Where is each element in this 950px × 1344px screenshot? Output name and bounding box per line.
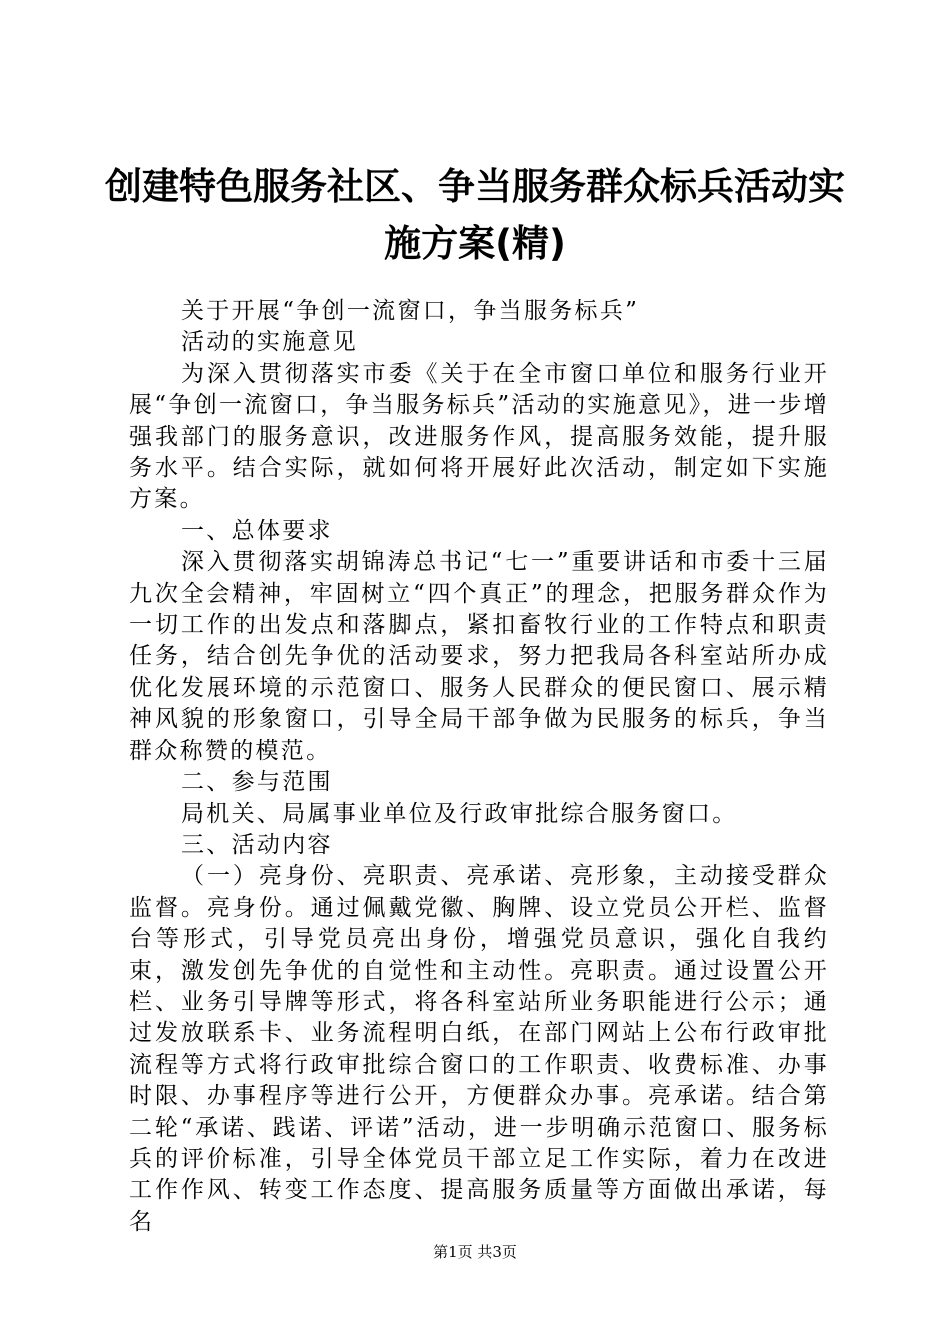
page-footer: 第1页 共3页	[433, 1243, 517, 1261]
title-line-1: 创建特色服务社区、争当服务群众标兵活动实	[105, 165, 845, 208]
paragraph-requirements: 深入贯彻落实胡锦涛总书记“七一”重要讲话和市委十三届九次全会精神，牢固树立“四个真正”的理念，把服务群众作为一切工作的出发点和落脚点，紧扣畜牧行业的工作特点和职责任务，结合创先争优的活动要求，努力把我局各科室站所办成优化发展环境的示范窗口、服务人民群众的便民窗口、展示精神风貌的形象窗口，引导全局干部争做为民服务的标兵，争当群众称赞的模范。	[129, 549, 829, 764]
section-heading-3: 三、活动内容	[181, 831, 333, 858]
paragraph-scope: 局机关、局属事业单位及行政审批综合服务窗口。	[181, 800, 738, 827]
document-body	[129, 296, 829, 1238]
document-title	[100, 158, 850, 272]
section-heading-1: 一、总体要求	[181, 517, 333, 544]
paragraph-heading-1: 关于开展“争创一流窗口，争当服务标兵”	[181, 298, 640, 324]
paragraph-content: （一）亮身份、亮职责、亮承诺、亮形象，主动接受群众监督。亮身份。通过佩戴党徽、胸牌、设立党员公开栏、监督台等形式，引导党员亮出身份，增强党员意识，强化自我约束，激发创先争优的自觉性和主动性。亮职责。通过设置公开栏、业务引导牌等形式，将各科室站所业务职能进行公示；通过发放联系卡、业务流程明白纸，在部门网站上公布行政审批流程等方式将行政审批综合窗口的工作职责、收费标准、办事时限、办事程序等进行公开，方便群众办事。亮承诺。结合第二轮“承诺、践诺、评诺”活动，进一步明确示范窗口、服务标兵的评价标准，引导全体党员干部立足工作实际，着力在改进工作作风、转变工作态度、提高服务质量等方面做出承诺，每名	[129, 863, 829, 1235]
title-line-2: 施方案(精)	[384, 222, 566, 265]
paragraph-heading-2: 活动的实施意见	[181, 329, 359, 356]
paragraph-intro: 为深入贯彻落实市委《关于在全市窗口单位和服务行业开展“争创一流窗口，争当服务标兵”活动的实施意见》，进一步增强我部门的服务意识，改进服务作风，提高服务效能，提升服务水平。结合实际，就如何将开展好此次活动，制定如下实施方案。	[129, 360, 829, 513]
section-heading-2: 二、参与范围	[181, 769, 333, 796]
